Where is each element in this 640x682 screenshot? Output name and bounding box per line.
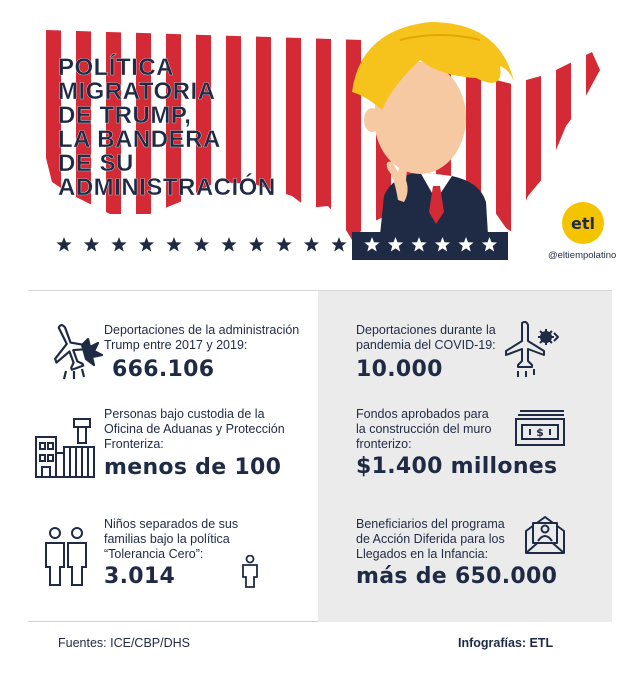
envelope-person-icon — [524, 513, 566, 555]
star-icon — [331, 237, 346, 252]
infographic-value: ETL — [529, 636, 554, 650]
header-banner — [0, 0, 640, 280]
star-icon — [111, 237, 126, 252]
star-icon — [84, 237, 99, 252]
stat-description: Fronteriza: — [104, 437, 164, 451]
stat-value: menos de 100 — [104, 455, 282, 480]
stat-separated-children — [104, 517, 304, 590]
dollar-bill-icon — [514, 409, 566, 449]
airplane-crash-icon — [46, 321, 104, 381]
stat-description: Beneficiarios del programa — [356, 517, 505, 531]
title-line: LA BANDERA — [58, 126, 221, 153]
stat-description: Deportaciones de la administración — [104, 323, 300, 337]
title-line: ADMINISTRACIÓN — [58, 174, 276, 201]
stat-cbp-custody — [104, 407, 318, 481]
stat-description: Trump entre 2017 y 2019: — [104, 338, 248, 352]
stat-deportations-2017-2019 — [104, 323, 318, 383]
stars-row — [56, 237, 346, 252]
stat-description: de Acción Diferida para los — [356, 532, 505, 546]
sources-credit: Fuentes: ICE/CBP/DHS — [58, 636, 190, 650]
star-icon — [194, 237, 209, 252]
stats-section — [28, 290, 612, 622]
etl-logo — [562, 202, 604, 244]
stat-description: Oficina de Aduanas y Protección — [104, 422, 285, 436]
stat-description: la construcción del muro — [356, 422, 492, 436]
stat-value: 666.106 — [112, 357, 215, 382]
stat-value: 10.000 — [356, 357, 443, 382]
stat-description: Deportaciones durante la — [356, 323, 496, 337]
star-icon — [221, 237, 236, 252]
stat-description: familias bajo la política — [104, 532, 230, 546]
stat-covid-deportations — [356, 323, 526, 383]
stat-value: $1.400 millones — [356, 454, 558, 479]
detention-building-icon — [34, 417, 102, 481]
star-icon — [166, 237, 181, 252]
stat-description: Fondos aprobados para — [356, 407, 489, 421]
stat-description: “Tolerancia Cero”: — [104, 547, 204, 561]
stat-value: más de 650.000 — [356, 564, 558, 589]
svg-text:$: $ — [536, 426, 544, 439]
logo-text: etl — [571, 213, 595, 233]
star-icon — [139, 237, 154, 252]
social-handle: @eltiempolatino — [548, 250, 617, 261]
title-line: DE SU — [58, 150, 134, 177]
flag-stripe — [526, 20, 541, 260]
title-line: MIGRATORIA — [58, 78, 216, 105]
stat-description: pandemia del COVID-19: — [356, 338, 496, 352]
flag-stripe — [316, 20, 331, 260]
star-icon — [249, 237, 264, 252]
star-icon — [56, 237, 71, 252]
star-icon — [276, 237, 291, 252]
star-icon — [304, 237, 319, 252]
stat-description: fronterizo: — [356, 437, 412, 451]
title-line: DE TRUMP, — [58, 102, 192, 129]
stat-description: Personas bajo custodia de la — [104, 407, 265, 421]
flag-stripe — [346, 20, 361, 260]
stars-box — [352, 232, 508, 260]
stat-value: 3.014 — [104, 564, 176, 589]
stat-description: Llegados en la Infancia: — [356, 547, 489, 561]
separated-family-icon — [44, 527, 88, 587]
infographic-label: Infografías: — [458, 636, 527, 650]
stat-description: Niños separados de sus — [104, 517, 239, 531]
infographic-credit — [458, 636, 553, 650]
page-title — [58, 56, 298, 200]
airplane-virus-icon — [504, 321, 560, 379]
title-line: POLÍTICA — [58, 54, 174, 81]
stat-wall-funds — [356, 407, 558, 480]
